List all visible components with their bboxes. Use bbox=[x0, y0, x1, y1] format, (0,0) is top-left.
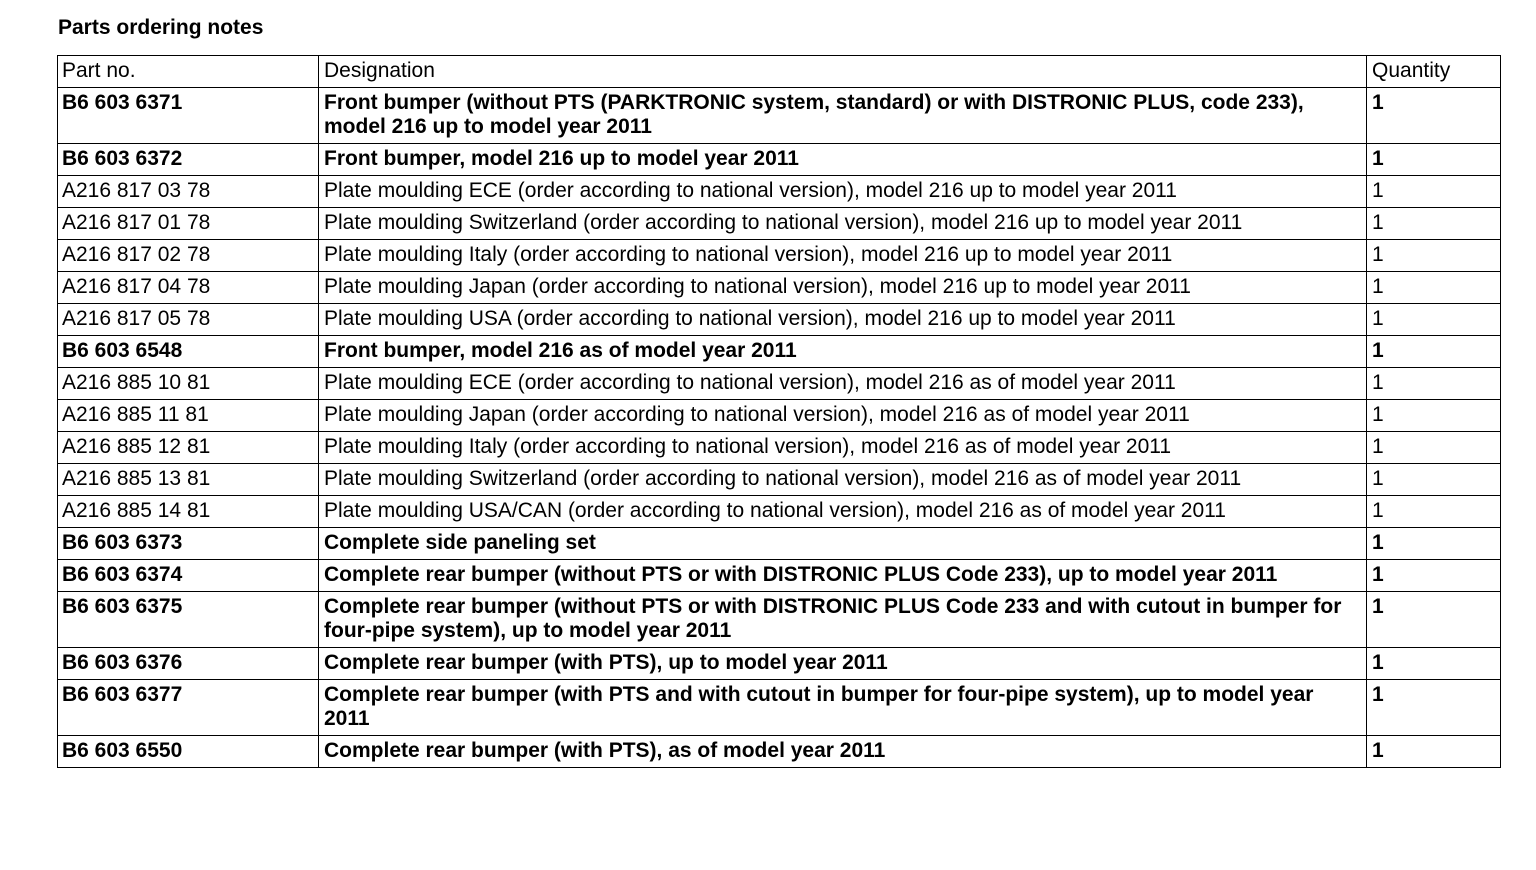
table-row bbox=[58, 272, 1501, 304]
part-number-cell: A216 885 11 81 bbox=[58, 400, 319, 432]
designation-cell: Complete rear bumper (with PTS), as of model year 2011 bbox=[319, 736, 1367, 768]
part-number-cell: A216 885 12 81 bbox=[58, 432, 319, 464]
quantity-cell: 1 bbox=[1367, 736, 1501, 768]
table-row bbox=[58, 464, 1501, 496]
quantity-cell: 1 bbox=[1367, 592, 1501, 648]
quantity-cell: 1 bbox=[1367, 464, 1501, 496]
designation-cell: Front bumper (without PTS (PARKTRONIC system, standard) or with DISTRONIC PLUS, code 233), model 216 up to model year 2011 bbox=[319, 88, 1367, 144]
part-number-cell: B6 603 6550 bbox=[58, 736, 319, 768]
table-row bbox=[58, 400, 1501, 432]
part-number-cell: A216 817 04 78 bbox=[58, 272, 319, 304]
part-number-cell: A216 885 13 81 bbox=[58, 464, 319, 496]
designation-cell: Complete side paneling set bbox=[319, 528, 1367, 560]
parts-table bbox=[57, 55, 1501, 768]
quantity-cell: 1 bbox=[1367, 368, 1501, 400]
designation-cell: Plate moulding USA/CAN (order according to national version), model 216 as of model year 2011 bbox=[319, 496, 1367, 528]
document bbox=[57, 14, 1500, 768]
quantity-cell: 1 bbox=[1367, 336, 1501, 368]
quantity-cell: 1 bbox=[1367, 304, 1501, 336]
quantity-cell: 1 bbox=[1367, 176, 1501, 208]
table-row bbox=[58, 432, 1501, 464]
table-row bbox=[58, 648, 1501, 680]
table-row bbox=[58, 144, 1501, 176]
quantity-cell: 1 bbox=[1367, 400, 1501, 432]
quantity-cell: 1 bbox=[1367, 144, 1501, 176]
quantity-cell: 1 bbox=[1367, 208, 1501, 240]
table-row bbox=[58, 88, 1501, 144]
table-row bbox=[58, 496, 1501, 528]
quantity-cell: 1 bbox=[1367, 560, 1501, 592]
table-row bbox=[58, 368, 1501, 400]
designation-cell: Complete rear bumper (with PTS), up to model year 2011 bbox=[319, 648, 1367, 680]
designation-cell: Plate moulding ECE (order according to national version), model 216 up to model year 2011 bbox=[319, 176, 1367, 208]
quantity-cell: 1 bbox=[1367, 240, 1501, 272]
column-header-quantity: Quantity bbox=[1367, 56, 1501, 88]
table-row bbox=[58, 240, 1501, 272]
part-number-cell: B6 603 6371 bbox=[58, 88, 319, 144]
designation-cell: Complete rear bumper (without PTS or with DISTRONIC PLUS Code 233 and with cutout in bumper for four-pipe system), up to model year 2011 bbox=[319, 592, 1367, 648]
designation-cell: Plate moulding Japan (order according to national version), model 216 up to model year 2011 bbox=[319, 272, 1367, 304]
part-number-cell: A216 817 05 78 bbox=[58, 304, 319, 336]
quantity-cell: 1 bbox=[1367, 680, 1501, 736]
designation-cell: Front bumper, model 216 up to model year 2011 bbox=[319, 144, 1367, 176]
quantity-cell: 1 bbox=[1367, 496, 1501, 528]
part-number-cell: A216 817 01 78 bbox=[58, 208, 319, 240]
designation-cell: Plate moulding Italy (order according to national version), model 216 up to model year 2011 bbox=[319, 240, 1367, 272]
quantity-cell: 1 bbox=[1367, 528, 1501, 560]
quantity-cell: 1 bbox=[1367, 648, 1501, 680]
table-row bbox=[58, 736, 1501, 768]
part-number-cell: A216 885 10 81 bbox=[58, 368, 319, 400]
designation-cell: Plate moulding USA (order according to national version), model 216 up to model year 2011 bbox=[319, 304, 1367, 336]
table-row bbox=[58, 592, 1501, 648]
part-number-cell: B6 603 6548 bbox=[58, 336, 319, 368]
part-number-cell: A216 885 14 81 bbox=[58, 496, 319, 528]
designation-cell: Plate moulding Japan (order according to national version), model 216 as of model year 2011 bbox=[319, 400, 1367, 432]
column-header-part-no: Part no. bbox=[58, 56, 319, 88]
designation-cell: Plate moulding Switzerland (order according to national version), model 216 as of model year 2011 bbox=[319, 464, 1367, 496]
table-body bbox=[58, 88, 1501, 768]
designation-cell: Complete rear bumper (without PTS or with DISTRONIC PLUS Code 233), up to model year 2011 bbox=[319, 560, 1367, 592]
part-number-cell: B6 603 6373 bbox=[58, 528, 319, 560]
table-row bbox=[58, 560, 1501, 592]
designation-cell: Plate moulding Italy (order according to national version), model 216 as of model year 2011 bbox=[319, 432, 1367, 464]
part-number-cell: B6 603 6372 bbox=[58, 144, 319, 176]
designation-cell: Plate moulding Switzerland (order according to national version), model 216 up to model year 2011 bbox=[319, 208, 1367, 240]
table-row bbox=[58, 208, 1501, 240]
column-header-designation: Designation bbox=[319, 56, 1367, 88]
table-row bbox=[58, 304, 1501, 336]
table-row bbox=[58, 680, 1501, 736]
part-number-cell: A216 817 02 78 bbox=[58, 240, 319, 272]
designation-cell: Front bumper, model 216 as of model year 2011 bbox=[319, 336, 1367, 368]
part-number-cell: A216 817 03 78 bbox=[58, 176, 319, 208]
quantity-cell: 1 bbox=[1367, 88, 1501, 144]
quantity-cell: 1 bbox=[1367, 272, 1501, 304]
designation-cell: Plate moulding ECE (order according to national version), model 216 as of model year 2011 bbox=[319, 368, 1367, 400]
page-title: Parts ordering notes bbox=[58, 16, 264, 39]
table-row bbox=[58, 176, 1501, 208]
table-row bbox=[58, 336, 1501, 368]
part-number-cell: B6 603 6374 bbox=[58, 560, 319, 592]
designation-cell: Complete rear bumper (with PTS and with cutout in bumper for four-pipe system), up to model year 2011 bbox=[319, 680, 1367, 736]
quantity-cell: 1 bbox=[1367, 432, 1501, 464]
part-number-cell: B6 603 6377 bbox=[58, 680, 319, 736]
part-number-cell: B6 603 6375 bbox=[58, 592, 319, 648]
table-header-row bbox=[58, 56, 1501, 88]
part-number-cell: B6 603 6376 bbox=[58, 648, 319, 680]
table-row bbox=[58, 528, 1501, 560]
